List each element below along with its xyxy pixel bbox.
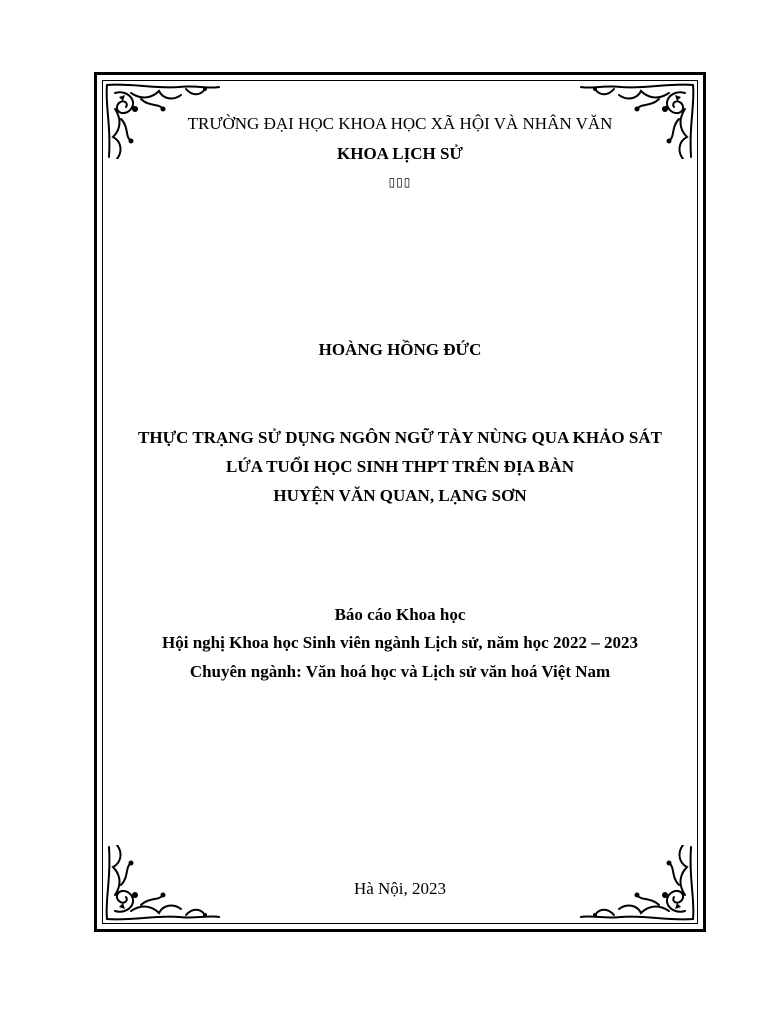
divider-symbol: ▯▯▯ [388,175,412,189]
place-and-year: Hà Nội, 2023 [353,879,447,898]
university-name: TRƯỜNG ĐẠI HỌC KHOA HỌC XÃ HỘI VÀ NHÂN VĂN [187,114,613,133]
report-title-line-1: THỰC TRẠNG SỬ DỤNG NGÔN NGỮ TÀY NÙNG QUA KHẢO SÁT [138,428,662,447]
conference-name: Hội nghị Khoa học Sinh viên ngành Lịch sử, năm học 2022 – 2023 [162,633,638,652]
report-type: Báo cáo Khoa học [334,605,466,624]
specialization: Chuyên ngành: Văn hoá học và Lịch sử văn hoá Việt Nam [189,662,611,681]
report-title-line-2: LỨA TUỔI HỌC SINH THPT TRÊN ĐỊA BÀN [225,457,575,476]
faculty-name: KHOA LỊCH SỬ [337,144,463,163]
author-name: HOÀNG HỒNG ĐỨC [318,340,482,359]
report-title-line-3: HUYỆN VĂN QUAN, LẠNG SƠN [273,486,527,505]
